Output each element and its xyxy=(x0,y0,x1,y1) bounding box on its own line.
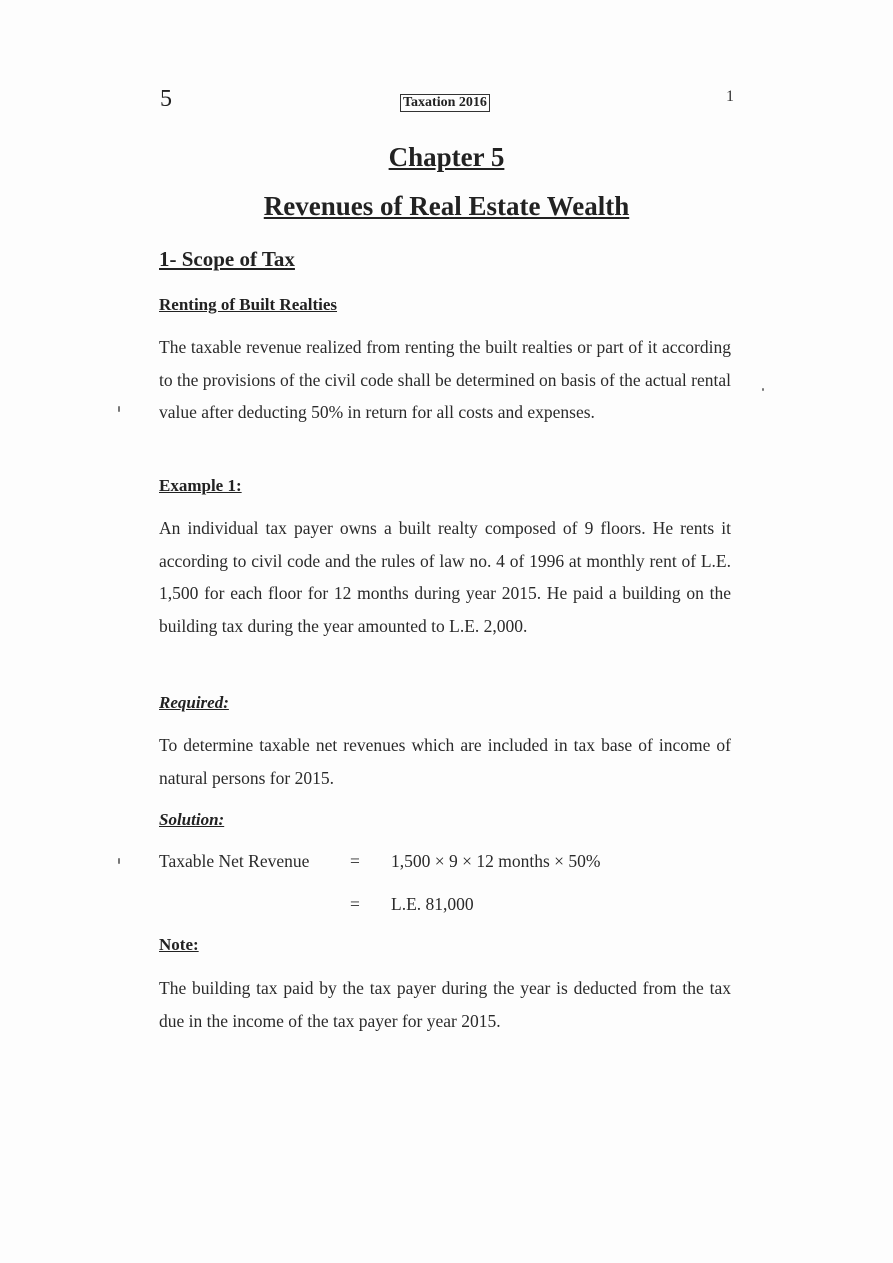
calc-value-2: L.E. 81,000 xyxy=(391,894,474,914)
calc-equals-1: = xyxy=(350,851,360,871)
header-page-mark: 1 xyxy=(726,88,734,105)
note-paragraph: The building tax paid by the tax payer during the year is deducted from the tax due in the income of the tax payer for year 2015. xyxy=(159,978,731,1031)
calc-label: Taxable Net Revenue xyxy=(159,851,310,871)
scan-speck xyxy=(118,406,120,412)
solution-heading: Solution: xyxy=(159,810,225,829)
chapter-title: Revenues of Real Estate Wealth xyxy=(263,191,630,221)
scan-speck xyxy=(762,388,764,391)
renting-paragraph: The taxable revenue realized from renting the built realties or part of it according to the provisions of the civil code shall be determined on basis of the actual rental value after deducting 50% in return for all costs and expenses. xyxy=(159,337,731,422)
header-chapter-number: 5 xyxy=(160,86,172,112)
scan-speck xyxy=(118,858,120,864)
calc-value-1: 1,500 × 9 × 12 months × 50% xyxy=(391,851,601,871)
section-heading: 1- Scope of Tax xyxy=(159,247,295,271)
required-paragraph: To determine taxable net revenues which are included in tax base of income of natural persons for 2015. xyxy=(159,735,731,788)
renting-heading: Renting of Built Realties xyxy=(159,295,338,314)
example-paragraph: An individual tax payer owns a built realty composed of 9 floors. He rents it according to civil code and the rules of law no. 4 of 1996 at monthly rent of L.E. 1,500 for each floor for 12 months during year 2015. He paid a building on the building tax during the year amounted to L.E. 2,000. xyxy=(159,518,731,636)
required-heading: Required: xyxy=(159,693,229,712)
calc-equals-2: = xyxy=(350,894,360,914)
header-title: Taxation 2016 xyxy=(400,94,490,112)
chapter-label: Chapter 5 xyxy=(388,142,505,172)
note-heading: Note: xyxy=(159,935,199,954)
example-heading: Example 1: xyxy=(159,476,242,495)
